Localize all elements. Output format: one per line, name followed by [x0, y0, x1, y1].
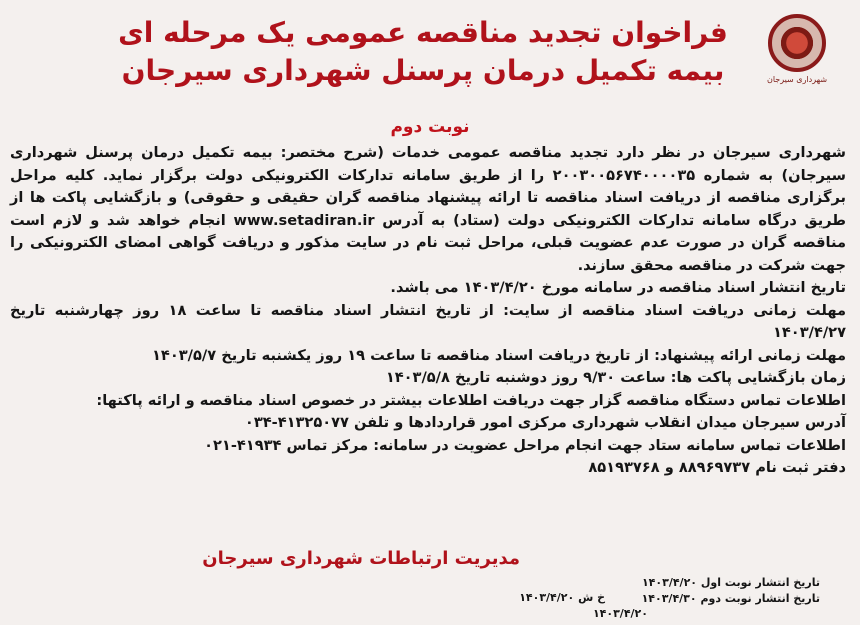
notice-round: نوبت دوم [390, 117, 470, 137]
document-deadline-line: مهلت زمانی دریافت اسناد مناقصه از سایت: از تاریخ انتشار اسناد مناقصه تا ساعت ۱۸ روز چهارشنبه تاریخ ۱۴۰۳/۴/۲۷ [10, 301, 846, 341]
logo-caption: شهرداری سیرجان [766, 75, 828, 84]
contact-heading-line: اطلاعات تماس دستگاه مناقصه گزار جهت دریافت اطلاعات بیشتر در خصوص اسناد مناقصه و ارائه پاکتها: [96, 391, 846, 409]
intro-paragraph: شهرداری سیرجان در نظر دارد تجدید مناقصه عمومی خدمات (شرح مختصر: بیمه تکمیل درمان پرسنل شهرداری سیرجان) به شماره ۲۰۰۳۰۰۵۶۷۴۰۰۰۰۳۵ را از طریق سامانه تدارکات الکترونیکی دولت برگزار نماید. کلیه مراحل برگزاری مناقصه از دریافت اسناد مناقصه تا ارائه پیشنهاد مناقصه گران حقیقی و حقوقی) و بازگشایی پاکت ها از طریق درگاه سامانه تدارکات الکترونیکی دولت (ستاد) به آدرس www.setadiran.ir انجام خواهد شد و لازم است مناقصه گران در صورت عدم عضویت قبلی، مراحل ثبت نام در سایت مذکور و دریافت گواهی امضای الکترونیکی را جهت شرکت در مناقصه محقق سازند. [10, 144, 847, 274]
opening-time-line: زمان بازگشایی پاکت ها: ساعت ۹/۳۰ روز دوشنبه تاریخ ۱۴۰۳/۵/۸ [385, 369, 846, 386]
notice-body [10, 142, 846, 480]
proposal-deadline-line: مهلت زمانی ارائه پیشنهاد: از تاریخ دریافت اسناد مناقصه تا ساعت ۱۹ روز یکشنبه تاریخ ۱۴۰۳/۵/۷ [152, 346, 846, 364]
registration-office-line: دفتر ثبت نام ۸۸۹۶۹۷۳۷ و ۸۵۱۹۳۷۶۸ [588, 459, 846, 476]
publish-date-line: تاریخ انتشار اسناد مناقصه در سامانه مورخ ۱۴۰۳/۴/۲۰ می باشد. [390, 279, 846, 296]
notice-title: فراخوان تجدید مناقصه عمومی یک مرحله ای بیمه تکمیل درمان پرسنل شهرداری سیرجان [118, 16, 728, 87]
bottom-date: ۱۴۰۳/۴/۲۰ [592, 607, 648, 620]
seal-icon [768, 14, 826, 72]
publication-dates [590, 575, 820, 607]
publish-second: تاریخ انتشار نوبت دوم ۱۴۰۳/۴/۳۰ [641, 592, 820, 605]
setad-contact-line: اطلاعات تماس سامانه ستاد جهت انجام مراحل عضویت در سامانه: مرکز تماس ۴۱۹۳۴-۰۲۱ [204, 436, 846, 454]
address-line: آدرس سیرجان میدان انقلاب شهرداری مرکزی امور قراردادها و تلفن ۴۱۳۲۵۰۷۷-۰۳۴ [244, 414, 846, 431]
publish-first: تاریخ انتشار نوبت اول ۱۴۰۳/۴/۲۰ [641, 576, 820, 589]
municipality-logo [762, 14, 832, 94]
department-signature: مدیریت ارتباطات شهرداری سیرجان [202, 548, 520, 569]
notice-code: خ ش ۱۴۰۳/۴/۲۰ [519, 591, 605, 604]
